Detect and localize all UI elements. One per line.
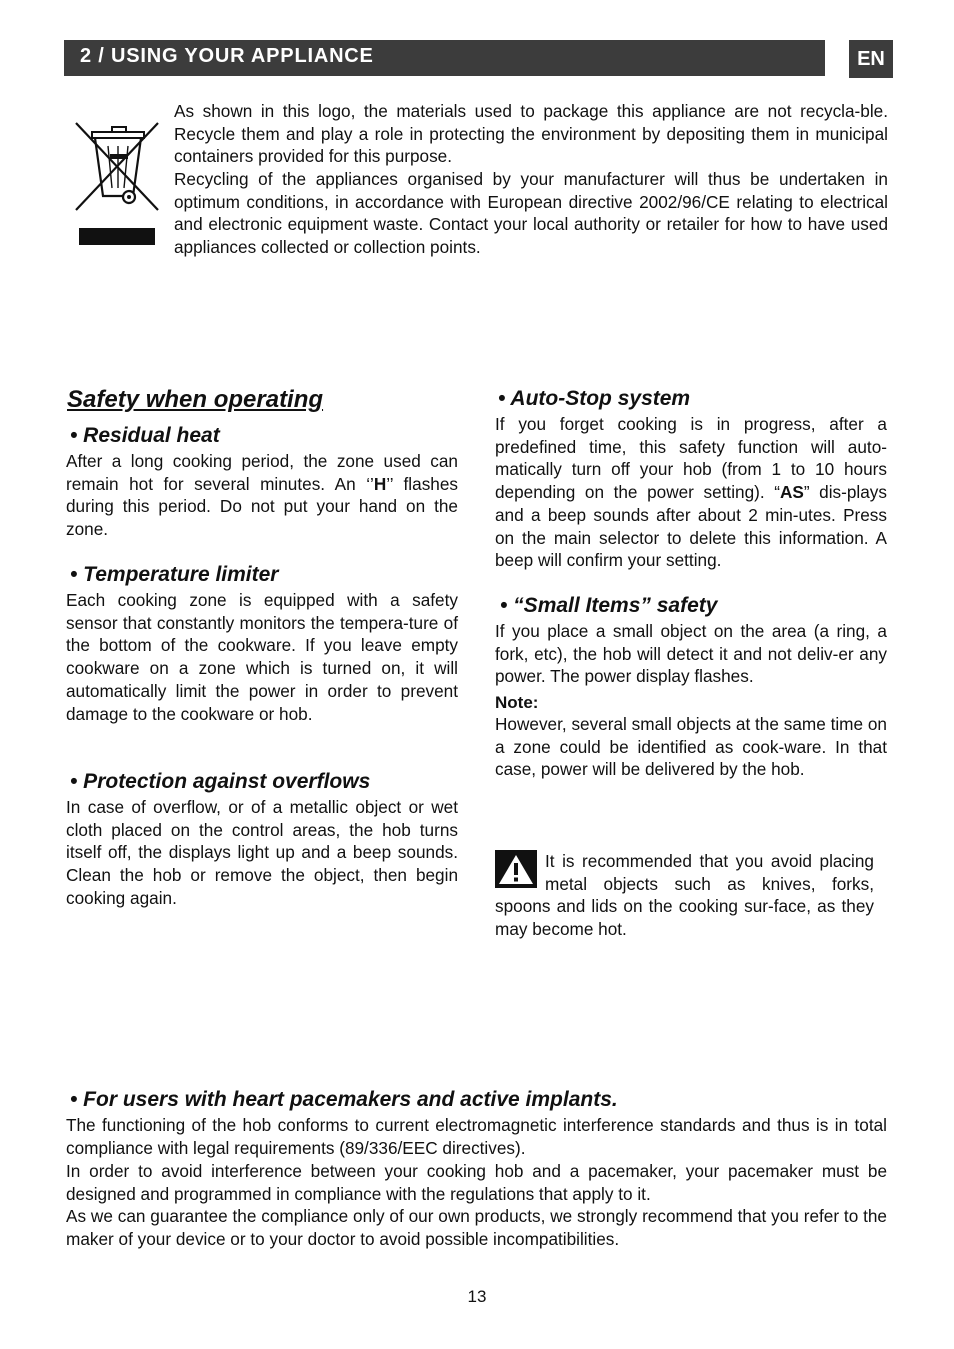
auto-stop-symbol: AS <box>779 482 804 503</box>
temperature-limiter-heading: • Temperature limiter <box>70 563 279 586</box>
note-text: However, several small objects at the same time on a zone could be identified as cook-ware. In that case, power will be delivered by the hob. <box>495 714 887 780</box>
small-items-heading: • “Small Items” safety <box>500 594 718 617</box>
pacemakers-heading: • For users with heart pacemakers and active implants. <box>70 1088 618 1111</box>
warning-text-block <box>495 850 874 941</box>
section-title: 2 / USING YOUR APPLIANCE <box>80 45 374 67</box>
language-tab: EN <box>849 40 893 78</box>
pacemakers-paragraph-1: The functioning of the hob conforms to current electromagnetic interference standards and thus is in total compliance with legal requirements (89/336/EEC directives). <box>66 1115 887 1158</box>
temperature-limiter-text: Each cooking zone is equipped with a safety sensor that constantly monitors the tempera-ture of the bottom of the cookware. If you leave empty cookware on a zone which is turned on, it will automatically limit the power in order to prevent damage to the cookware or hob. <box>66 590 458 724</box>
crossed-out-wheelie-bin-icon <box>72 118 160 248</box>
note-label: Note: <box>495 693 539 712</box>
overflow-protection-heading: • Protection against overflows <box>70 770 371 793</box>
recycling-packaging-paragraph: As shown in this logo, the materials used to package this appliance are not recycla-ble. Recycle them and play a role in protecting the environment by depositing them in municipal containers provided for this purpose. <box>174 101 888 167</box>
safety-section-title: Safety when operating <box>67 386 324 413</box>
pacemakers-paragraph-3: As we can guarantee the compliance only of our own products, we strongly recommend that you refer to the maker of your device or to your doctor to avoid possible incompatibilities. <box>66 1206 887 1249</box>
residual-heat-symbol: H <box>373 473 387 494</box>
recycling-appliance-paragraph: Recycling of the appliances organised by your manufacturer will thus be undertaken in optimum conditions, in accordance with European directive 2002/96/CE relating to electrical and electronic equipment waste. Contact your local authority or retailer for how to have used appliances collected or collection points. <box>174 169 888 258</box>
pacemakers-paragraph-2: In order to avoid interference between your cooking hob and a pacemaker, your pacemaker must be designed and programmed in compliance with the regulations that apply to it. <box>66 1161 887 1204</box>
auto-stop-text: If you forget cooking is in progress, after a predefined time, this safety function will auto-matically turn off your hob (from 1 to 10 hours depending on the power setting). “AS” dis-plays and a beep sounds after about 2 min-utes. Press on the main selector to delete this information. A beep will confirm your setting. <box>495 414 887 571</box>
warning-triangle-icon <box>495 850 545 894</box>
page-number: 13 <box>467 1287 487 1306</box>
warning-text: It is recommended that you avoid placing metal objects such as knives, forks, spoons and lids on the cooking sur-face, as they may become hot. <box>495 851 874 940</box>
residual-heat-heading: • Residual heat <box>70 424 220 447</box>
section-header-bar <box>64 40 825 76</box>
residual-heat-text: After a long cooking period, the zone used can remain hot for several minutes. An ‘’H’’ flashes during this period. Do not put your hand on the zone. <box>66 451 458 540</box>
overflow-protection-text: In case of overflow, or of a metallic object or wet cloth placed on the control areas, the hob turns itself off, the displays light up and a beep sounds. Clean the hob or remove the object, then begin cooking again. <box>66 797 458 908</box>
auto-stop-heading: • Auto-Stop system <box>498 387 691 410</box>
small-items-text: If you place a small object on the area (a ring, a fork, etc), the hob will detect it and not deliv-er any power. The power display flashes. <box>495 621 887 687</box>
